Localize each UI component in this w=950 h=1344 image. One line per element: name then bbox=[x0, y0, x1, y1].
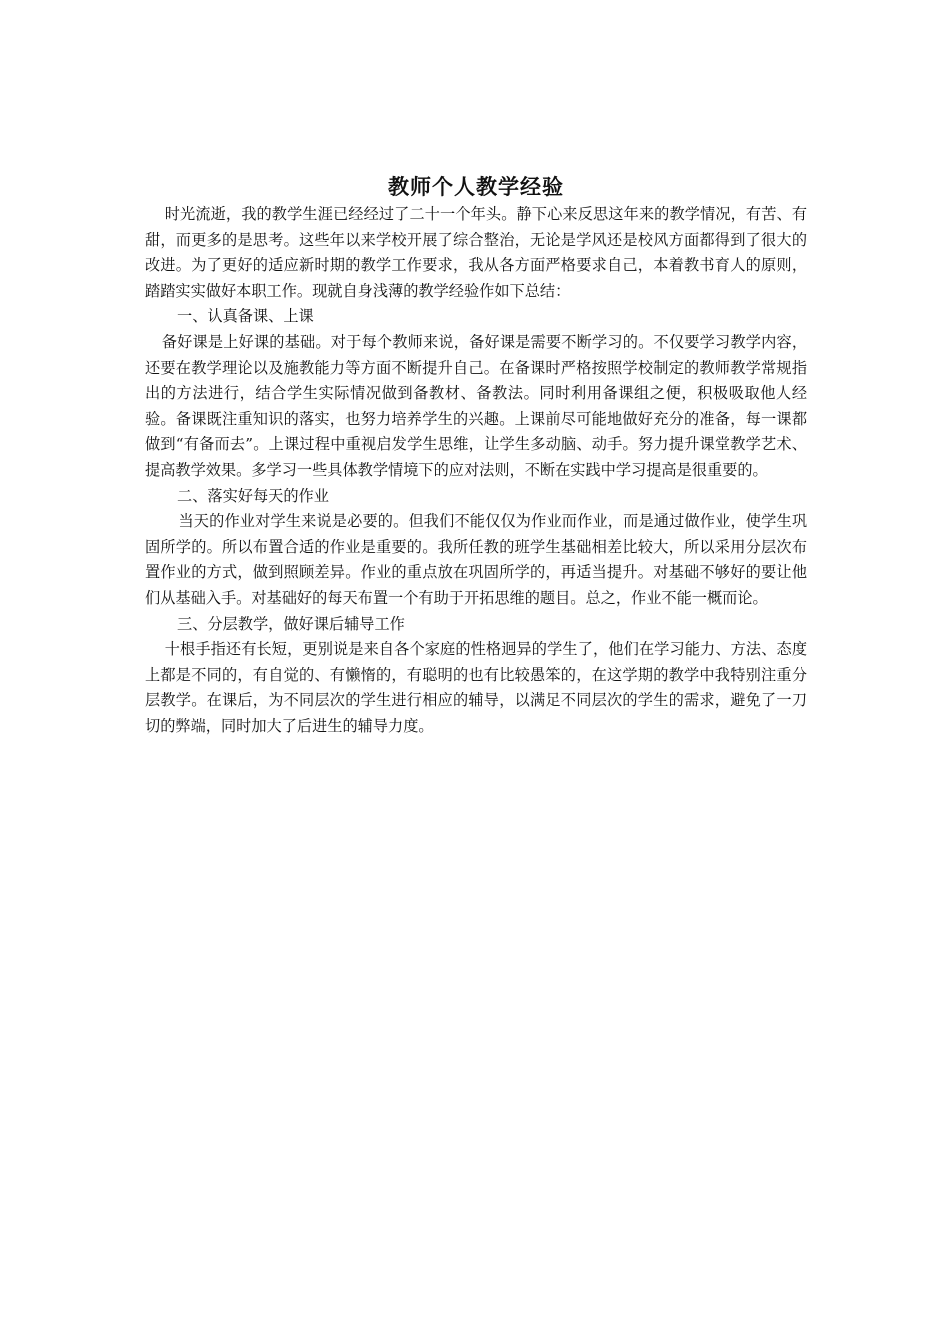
section-body-1: 备好课是上好课的基础。对于每个教师来说，备好课是需要不断学习的。不仅要学习教学内容，还要在教学理论以及施教能力等方面不断提升自己。在备课时严格按照学校制定的教师教学常规指出的方法进行，结合学生实际情况做到备教材、备教法。同时利用备课组之便，积极吸取他人经验。备课既注重知识的落实，也努力培养学生的兴趣。上课前尽可能地做好充分的准备，每一课都做到“有备而去”。上课过程中重视启发学生思维，让学生多动脑、动手。努力提升课堂教学艺术、提高教学效果。多学习一些具体教学情境下的应对法则，不断在实践中学习提高是很重要的。 bbox=[145, 332, 807, 479]
section-heading-1: 一、认真备课、上课 bbox=[177, 307, 314, 326]
section-heading-3: 三、分层教学，做好课后辅导工作 bbox=[177, 614, 405, 633]
section-body-3: 十根手指还有长短，更别说是来自各个家庭的性格迥异的学生了，他们在学习能力、方法、态度上都是不同的，有自觉的、有懒惰的，有聪明的也有比较愚笨的，在这学期的教学中我特别注重分层教学。在课后，为不同层次的学生进行相应的辅导，以满足不同层次的学生的需求，避免了一刀切的弊端，同时加大了后进生的辅导力度。 bbox=[145, 640, 807, 735]
document-content bbox=[145, 172, 807, 739]
section-heading-2: 二、落实好每天的作业 bbox=[177, 486, 329, 505]
intro-paragraph: 时光流逝，我的教学生涯已经经过了二十一个年头。静下心来反思这年来的教学情况，有苦、有甜，而更多的是思考。这些年以来学校开展了综合整治，无论是学风还是校风方面都得到了很大的改进。为了更好的适应新时期的教学工作要求，我从各方面严格要求自己，本着教书育人的原则，踏踏实实做好本职工作。现就自身浅薄的教学经验作如下总结： bbox=[145, 205, 807, 300]
document-title: 教师个人教学经验 bbox=[388, 174, 564, 199]
section-body-2: 当天的作业对学生来说是必要的。但我们不能仅仅为作业而作业，而是通过做作业，使学生巩固所学的。所以布置合适的作业是重要的。我所任教的班学生基础相差比较大，所以采用分层次布置作业的方式，做到照顾差异。作业的重点放在巩固所学的，再适当提升。对基础不够好的要让他们从基础入手。对基础好的每天布置一个有助于开拓思维的题目。总之，作业不能一概而论。 bbox=[145, 512, 807, 607]
